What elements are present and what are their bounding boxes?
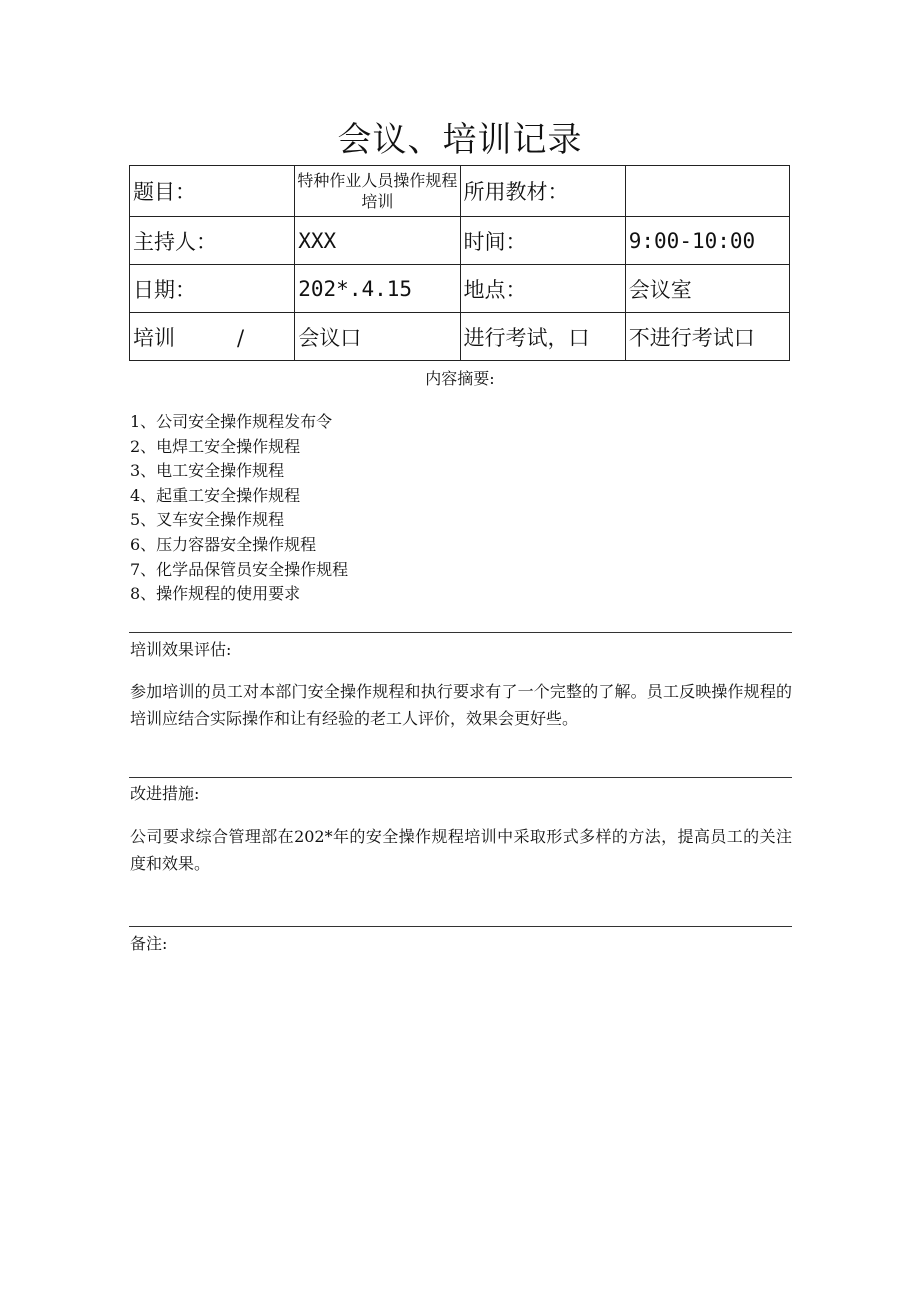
host-label: 主持人： xyxy=(130,217,295,265)
section-divider xyxy=(129,632,792,633)
time-value: 9:00-10:00 xyxy=(625,217,789,265)
improvement-label: 改进措施: xyxy=(130,784,200,803)
topic-label: 题目： xyxy=(130,166,295,217)
table-row xyxy=(130,166,790,217)
list-item: 5、叉车安全操作规程 xyxy=(130,510,285,530)
list-item: 8、操作规程的使用要求 xyxy=(130,584,301,604)
list-item: 4、起重工安全操作规程 xyxy=(130,485,301,505)
section-divider xyxy=(129,926,792,927)
list-item: 3、电工安全操作规程 xyxy=(130,461,285,481)
summary-list xyxy=(130,410,348,607)
evaluation-label: 培训效果评估: xyxy=(130,640,232,659)
summary-heading: 内容摘要: xyxy=(425,369,495,388)
training-option-label: 培训 xyxy=(133,325,175,350)
section-divider xyxy=(129,777,792,778)
list-item: 1、公司安全操作规程发布令 xyxy=(130,412,333,431)
table-row xyxy=(130,217,790,265)
list-item: 2、电焊工安全操作规程 xyxy=(130,436,301,456)
type-cell xyxy=(130,313,295,361)
type-slash: / xyxy=(237,325,245,350)
time-label: 时间： xyxy=(460,217,625,265)
topic-value: 特种作业人员操作规程培训 xyxy=(295,166,460,217)
meeting-option: 会议口 xyxy=(295,313,460,361)
meeting-info-table xyxy=(129,165,790,361)
table-row xyxy=(130,265,790,313)
material-value xyxy=(625,166,789,217)
table-row xyxy=(130,313,790,361)
list-item: 6、压力容器安全操作规程 xyxy=(130,534,317,554)
material-label: 所用教材： xyxy=(460,166,625,217)
exam-no-option: 不进行考试口 xyxy=(625,313,789,361)
improvement-text: 公司要求综合管理部在202*年的安全操作规程培训中采取形式多样的方法，提高员工的关注度和效果。 xyxy=(130,827,792,873)
host-value: XXX xyxy=(295,217,460,265)
exam-yes-option: 进行考试，口 xyxy=(460,313,625,361)
remarks-label: 备注: xyxy=(130,934,168,953)
date-value: 202*.4.15 xyxy=(295,265,460,313)
date-label: 日期： xyxy=(130,265,295,313)
place-label: 地点： xyxy=(460,265,625,313)
place-value: 会议室 xyxy=(625,265,789,313)
evaluation-text: 参加培训的员工对本部门安全操作规程和执行要求有了一个完整的了解。员工反映操作规程的培训应结合实际操作和让有经验的老工人评价，效果会更好些。 xyxy=(130,682,792,728)
document-title: 会议、培训记录 xyxy=(337,120,583,160)
list-item: 7、化学品保管员安全操作规程 xyxy=(130,559,349,579)
